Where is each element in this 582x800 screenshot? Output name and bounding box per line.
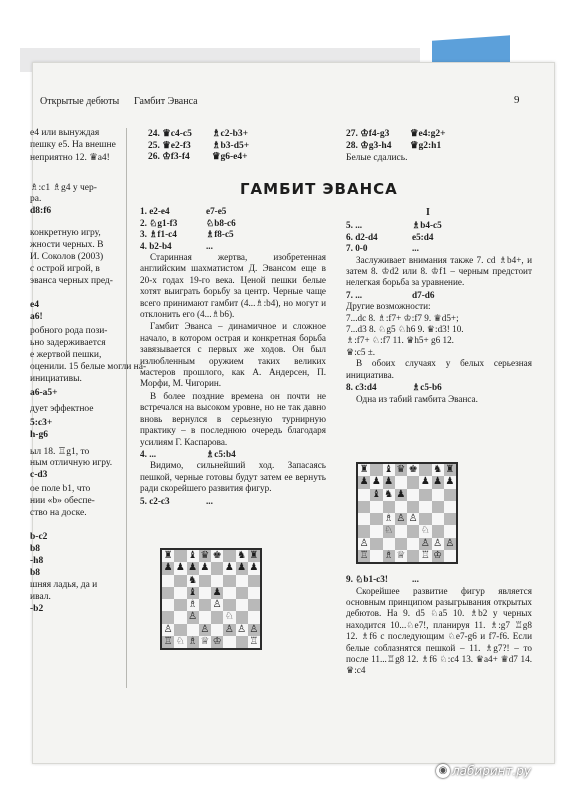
board-square	[444, 513, 456, 525]
board-square	[162, 636, 174, 648]
board-square	[174, 550, 186, 562]
board-square	[174, 587, 186, 599]
board-square	[419, 550, 431, 562]
white-pawn-icon: ♙	[163, 623, 173, 635]
black-bishop-icon: ♝	[188, 550, 198, 562]
board-square	[174, 624, 186, 636]
white-pawn-icon: ♙	[212, 599, 222, 611]
board-square	[162, 599, 174, 611]
resign-note: Белые сдались.	[346, 153, 408, 163]
board-square	[223, 611, 235, 623]
board-square	[162, 550, 174, 562]
black-rook-icon: ♜	[359, 464, 369, 476]
board-square	[383, 550, 395, 562]
variation-line: 7...d3 8. ♘g5 ♘h6 9. ♛:d3! 10.	[346, 324, 464, 335]
left-text-fragment: е4	[30, 300, 39, 310]
board-square	[187, 636, 199, 648]
white-rook-icon: ♖	[249, 635, 259, 647]
left-text-fragment: b8	[30, 568, 41, 578]
left-text-fragment: неприятно 12. ♛а4!	[30, 153, 110, 163]
paragraph: Старинная жертва, изобретенная английским шахматистом Д. Эвансом еще в 20-х годах 19-го века. Ценой пешки белые хотят выиграть борьбу за центр. Черные чаще всего принимают гамбит (4...♗:b4), но могут и отклонить его (4...♗b6).	[140, 252, 326, 320]
board-square	[370, 550, 382, 562]
white-pawn-icon: ♙	[237, 623, 247, 635]
board-square	[187, 575, 199, 587]
move-line: 5. ... ♗b4-с5	[346, 220, 442, 230]
board-square	[432, 525, 444, 537]
board-square	[187, 550, 199, 562]
board-square	[236, 636, 248, 648]
board-square	[383, 513, 395, 525]
white-king-icon: ♔	[433, 549, 443, 561]
move-line: 9. ♘b1-с3! ...	[346, 574, 419, 584]
board-square	[187, 599, 199, 611]
board-square	[370, 525, 382, 537]
board-square	[358, 464, 370, 476]
white-bishop-icon: ♗	[384, 513, 394, 525]
board-square	[211, 587, 223, 599]
board-square	[419, 501, 431, 513]
board-square	[358, 550, 370, 562]
board-square	[236, 562, 248, 574]
board-square	[358, 538, 370, 550]
board-square	[432, 550, 444, 562]
black-bishop-icon: ♝	[371, 488, 381, 500]
black-rook-icon: ♜	[445, 464, 455, 476]
move-line: 4. b2-b4 ...	[140, 240, 213, 251]
left-text-fragment: ра.	[30, 194, 42, 204]
move-line: 1. е2-е4 е7-е5	[140, 206, 227, 216]
white-pawn-icon: ♙	[188, 611, 198, 623]
left-text-fragment: b8	[30, 544, 41, 554]
left-text-fragment: ое поле b1, что	[30, 484, 91, 494]
board-square	[395, 501, 407, 513]
running-header-left: Открытые дебюты	[40, 96, 120, 107]
black-pawn-icon: ♟	[249, 562, 259, 574]
black-king-icon: ♚	[408, 464, 418, 476]
black-pawn-icon: ♟	[420, 476, 430, 488]
chess-diagram-after-move-5	[160, 548, 262, 650]
middle-column	[140, 206, 326, 507]
board-square	[407, 538, 419, 550]
left-text-fragment: робного рода пози-	[30, 326, 108, 336]
black-pawn-icon: ♟	[384, 476, 394, 488]
white-bishop-icon: ♗	[188, 635, 198, 647]
move-line: 5. с2-с3 ...	[140, 495, 213, 506]
left-text-fragment: ивал.	[30, 592, 51, 602]
board-square	[174, 636, 186, 648]
black-pawn-icon: ♟	[212, 586, 222, 598]
board-square	[395, 476, 407, 488]
black-pawn-icon: ♟	[224, 562, 234, 574]
board-square	[419, 489, 431, 501]
board-square	[432, 476, 444, 488]
black-rook-icon: ♜	[163, 550, 173, 562]
board-square	[211, 611, 223, 623]
board-square	[383, 525, 395, 537]
board-square	[174, 562, 186, 574]
move-line: 6. d2-d4 e5:d4	[346, 231, 434, 242]
board-square	[395, 525, 407, 537]
board-square	[199, 575, 211, 587]
board-square	[383, 501, 395, 513]
paragraph: Одна из табий гамбита Эванса.	[356, 393, 478, 404]
left-text-fragment: b-c2	[30, 532, 48, 542]
board-square	[199, 636, 211, 648]
move-line: 3. ♗f1-с4 ♗f8-с5	[140, 229, 234, 239]
board-square	[199, 611, 211, 623]
board-square	[383, 538, 395, 550]
black-knight-icon: ♞	[384, 488, 394, 500]
board-square	[199, 587, 211, 599]
board-square	[358, 489, 370, 501]
left-text-fragment: 5:с3+	[30, 418, 53, 428]
black-pawn-icon: ♟	[396, 488, 406, 500]
board-square	[162, 562, 174, 574]
board-square	[223, 636, 235, 648]
left-text-fragment: с-d3	[30, 470, 48, 480]
section-roman-numeral: I	[426, 207, 430, 218]
left-text-fragment: ♗:с1 ♗g4 у чер-	[30, 183, 97, 193]
board-square	[383, 476, 395, 488]
board-square	[370, 513, 382, 525]
board-square	[248, 587, 260, 599]
board-square	[236, 611, 248, 623]
white-rook-icon: ♖	[163, 635, 173, 647]
left-text-fragment: е4 или вынуждая	[30, 128, 100, 138]
left-text-fragment: нии «b» обеспе-	[30, 496, 95, 506]
black-king-icon: ♚	[212, 550, 222, 562]
board-square	[248, 611, 260, 623]
black-pawn-icon: ♟	[237, 562, 247, 574]
black-pawn-icon: ♟	[371, 476, 381, 488]
board-square	[370, 489, 382, 501]
black-knight-icon: ♞	[188, 574, 198, 586]
paragraph: Гамбит Эванса – динамичное и сложное начало, в котором острая и конкретная борьба завязывается с первых же ходов. Он был излюбленным оружием таких великих мастеров прошлого, как А. Андерсен, П. Морфи, М. Чигорин.	[140, 321, 326, 389]
white-bishop-icon: ♗	[384, 549, 394, 561]
board-square	[174, 611, 186, 623]
paragraph: В обоих случаях у белых серьезная инициатива.	[346, 358, 532, 380]
chess-diagram-after-move-8	[356, 462, 458, 564]
white-bishop-icon: ♗	[188, 599, 198, 611]
board-square	[162, 624, 174, 636]
black-bishop-icon: ♝	[188, 586, 198, 598]
left-text-fragment: -h8	[30, 556, 44, 566]
white-queen-icon: ♕	[200, 635, 210, 647]
left-text-fragment: h-g6	[30, 430, 48, 440]
board-square	[236, 575, 248, 587]
left-text-fragment: шняя ладья, да и	[30, 580, 98, 590]
left-text-fragment: эванса черных пред-	[30, 276, 113, 286]
board-square	[223, 624, 235, 636]
board-square	[395, 550, 407, 562]
left-text-fragment: жности черных. В	[30, 240, 104, 250]
move-line: 4. ... ♗с5:b4	[140, 448, 236, 459]
board-square	[223, 599, 235, 611]
board-square	[444, 476, 456, 488]
board-square	[407, 464, 419, 476]
board-square	[236, 624, 248, 636]
black-knight-icon: ♞	[433, 464, 443, 476]
paragraph: Заслуживает внимания также 7. cd ♗b4+, и затем 8. ♔d2 или 8. ♔f1 – черным предстоит нелегкая борьба за уравнение.	[346, 254, 532, 288]
board-square	[358, 525, 370, 537]
black-pawn-icon: ♟	[200, 562, 210, 574]
board-square	[199, 562, 211, 574]
black-pawn-icon: ♟	[445, 476, 455, 488]
board-square	[223, 575, 235, 587]
board-square	[248, 624, 260, 636]
board-square	[199, 624, 211, 636]
board-square	[248, 575, 260, 587]
white-pawn-icon: ♙	[224, 623, 234, 635]
board-square	[419, 513, 431, 525]
white-knight-icon: ♘	[384, 525, 394, 537]
top-moves-left: 24. ♛с4-с5 ♗с2-b3+ 25. ♛е2-f3 ♗b3-d5+ 26. ♔f3-f4 ♛g6-e4+	[148, 129, 250, 162]
left-text-fragment: ным отличную игру.	[30, 458, 113, 468]
move-line: 7. ... d7-d6	[346, 289, 435, 300]
board-square	[199, 599, 211, 611]
black-pawn-icon: ♟	[175, 562, 185, 574]
board-square	[407, 513, 419, 525]
white-pawn-icon: ♙	[200, 623, 210, 635]
board-square	[444, 525, 456, 537]
board-square	[187, 587, 199, 599]
variation-line: ♗:f7+ ♘:f7 11. ♛h5+ g6 12.	[346, 335, 454, 346]
column-divider	[126, 128, 127, 688]
left-text-fragment: d8:f6	[30, 206, 52, 216]
left-text-fragment: а6-а5+	[30, 388, 58, 398]
black-pawn-icon: ♟	[188, 562, 198, 574]
board-square	[358, 513, 370, 525]
right-column	[346, 220, 532, 406]
board-square	[162, 575, 174, 587]
board-square	[419, 464, 431, 476]
board-square	[358, 476, 370, 488]
board-square	[223, 550, 235, 562]
board-square	[223, 587, 235, 599]
board-square	[370, 538, 382, 550]
black-queen-icon: ♛	[200, 550, 210, 562]
board-square	[211, 562, 223, 574]
board-square	[211, 636, 223, 648]
black-pawn-icon: ♟	[163, 562, 173, 574]
variation-line: ♛:с5 ±.	[346, 346, 376, 357]
board-square	[419, 525, 431, 537]
board-square	[174, 575, 186, 587]
board-square	[432, 464, 444, 476]
move-line: 2. ♘g1-f3 ♘b8-с6	[140, 217, 236, 228]
black-pawn-icon: ♟	[359, 476, 369, 488]
white-pawn-icon: ♙	[433, 537, 443, 549]
board-square	[370, 464, 382, 476]
board-square	[370, 501, 382, 513]
page-number: 9	[514, 94, 520, 106]
white-knight-icon: ♘	[420, 525, 430, 537]
board-square	[211, 624, 223, 636]
white-pawn-icon: ♙	[445, 537, 455, 549]
left-text-fragment: конкретную игру,	[30, 228, 101, 238]
board-square	[432, 489, 444, 501]
black-pawn-icon: ♟	[433, 476, 443, 488]
white-knight-icon: ♘	[224, 611, 234, 623]
board-square	[187, 611, 199, 623]
board-square	[187, 562, 199, 574]
left-text-fragment: И. Соколов (2003)	[30, 252, 104, 262]
board-square	[444, 464, 456, 476]
white-rook-icon: ♖	[359, 549, 369, 561]
left-text-fragment: а6!	[30, 312, 43, 322]
board-square	[395, 538, 407, 550]
black-rook-icon: ♜	[249, 550, 259, 562]
left-text-fragment: ство на доске.	[30, 508, 87, 518]
board-square	[223, 562, 235, 574]
board-square	[432, 538, 444, 550]
black-knight-icon: ♞	[237, 550, 247, 562]
white-pawn-icon: ♙	[408, 513, 418, 525]
board-square	[236, 587, 248, 599]
board-square	[419, 538, 431, 550]
paragraph: Скорейшее развитие фигур является основным принципом разыгрывания открытых дебютов. На 9. d5 ♘а5 10. ♗b2 у черных находится 10...♘е7!, планируя 11. ♗:g7 ♖g8 12. ♗f6 с последующим ♘е7-g6 и f7-f6. Если белые соблазнятся пешкой – 11. ♗g7?! – то после 11...♖g8 12. ♗f6 ♘:с4 13. ♛а4+ ♛d7 14. ♛:с4	[346, 585, 532, 676]
white-rook-icon: ♖	[420, 549, 430, 561]
black-bishop-icon: ♝	[384, 464, 394, 476]
board-square	[444, 501, 456, 513]
labirint-logo-icon: ◉	[436, 764, 450, 778]
running-header-center: Гамбит Эванса	[134, 96, 198, 107]
board-square	[444, 489, 456, 501]
section-title: ГАМБИТ ЭВАНСА	[240, 180, 398, 198]
move-line: 8. с3:d4 ♗с5-b6	[346, 382, 442, 393]
board-square	[370, 476, 382, 488]
board-square	[211, 599, 223, 611]
white-knight-icon: ♘	[175, 635, 185, 647]
board-square	[248, 550, 260, 562]
black-queen-icon: ♛	[396, 464, 406, 476]
left-text-fragment: с острой игрой, в	[30, 264, 100, 274]
left-text-fragment: пешку е5. На внешне	[30, 140, 116, 150]
white-king-icon: ♔	[212, 635, 222, 647]
board-square	[187, 624, 199, 636]
board-square	[444, 550, 456, 562]
board-square	[211, 550, 223, 562]
paragraph: Видимо, сильнейший ход. Запасаясь пешкой, черные готовы будут затем ее вернуть ради скорейшего развития фигур.	[140, 460, 326, 494]
move-line: 7. 0-0 ...	[346, 243, 419, 253]
left-text-fragment: ьно задерживается	[30, 338, 106, 348]
board-square	[395, 489, 407, 501]
board-square	[419, 476, 431, 488]
board-square	[236, 550, 248, 562]
other-options-label: Другие возможности:	[346, 301, 431, 312]
left-text-fragment: е жертвой пешки,	[30, 350, 102, 360]
white-pawn-icon: ♙	[359, 537, 369, 549]
paragraph: В более поздние времена он почти не встречался на высоком уровне, но не так давно вновь вернулся в серьезную турнирную практику – в последнюю очередь благодаря усилиям Г. Каспарова.	[140, 390, 326, 447]
board-square	[444, 538, 456, 550]
white-pawn-icon: ♙	[249, 623, 259, 635]
board-square	[407, 550, 419, 562]
board-square	[248, 562, 260, 574]
board-square	[407, 476, 419, 488]
white-pawn-icon: ♙	[420, 537, 430, 549]
board-square	[407, 525, 419, 537]
board-square	[248, 636, 260, 648]
left-text-fragment: оценили. 15 белые могли на-	[30, 362, 147, 372]
board-square	[248, 599, 260, 611]
board-square	[383, 489, 395, 501]
board-square	[432, 513, 444, 525]
left-text-fragment: ыл 18. ♖g1, то	[30, 447, 90, 457]
board-square	[236, 599, 248, 611]
board-square	[407, 501, 419, 513]
right-column-bottom	[346, 574, 532, 678]
variation-line: 7...dc 8. ♗:f7+ ♔:f7 9. ♛d5+;	[346, 312, 459, 323]
left-text-fragment: -b2	[30, 604, 44, 614]
top-moves-right: 27. ♔f4-g3 ♛e4:g2+ 28. ♔g3-h4 ♛g2:h1	[346, 129, 446, 151]
white-queen-icon: ♕	[396, 549, 406, 561]
white-pawn-icon: ♙	[396, 513, 406, 525]
board-square	[174, 599, 186, 611]
board-square	[358, 501, 370, 513]
board-square	[211, 575, 223, 587]
left-text-fragment: инициативы.	[30, 374, 82, 384]
board-square	[395, 464, 407, 476]
board-square	[432, 501, 444, 513]
board-square	[407, 489, 419, 501]
board-square	[383, 464, 395, 476]
left-text-fragment: дует эффектное	[30, 404, 94, 414]
board-square	[162, 611, 174, 623]
board-square	[395, 513, 407, 525]
watermark-logo: лабиринт.ру	[452, 764, 532, 778]
board-square	[199, 550, 211, 562]
board-square	[162, 587, 174, 599]
